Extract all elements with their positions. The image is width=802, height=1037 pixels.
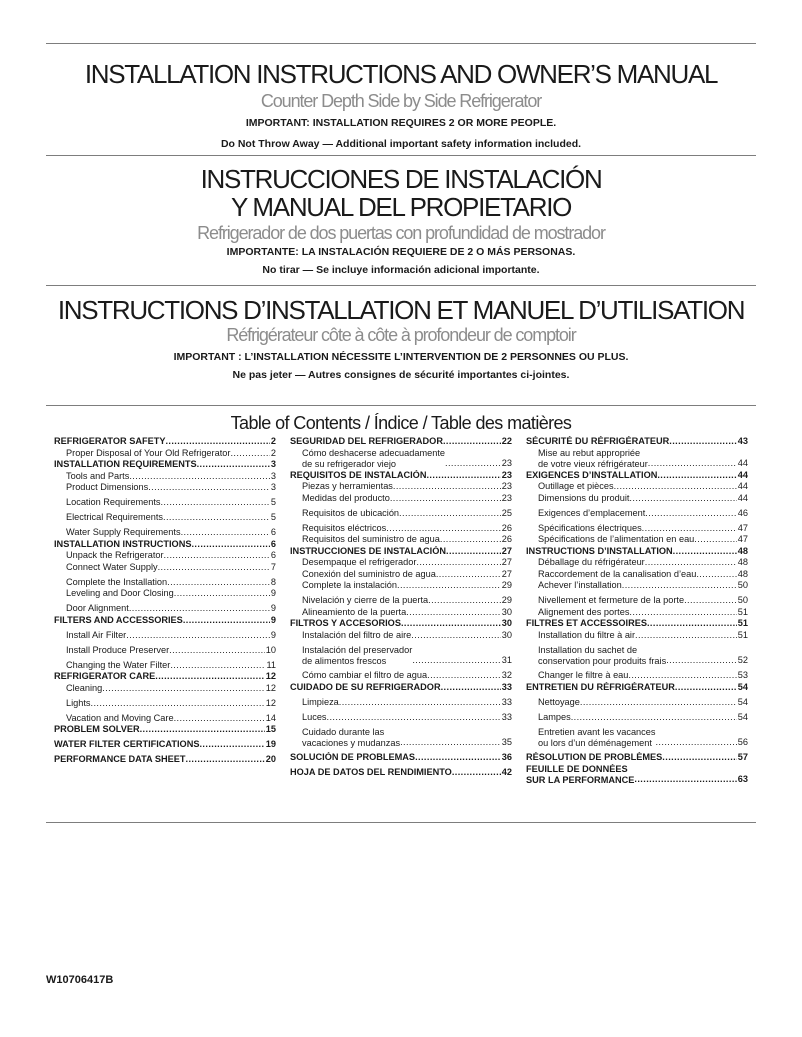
toc-entry[interactable]: Cómo deshacerse adecuadamente de su refrigerador viejo ..... 23	[290, 448, 512, 470]
toc-entry[interactable]: Outillage et pièces ..... 44	[526, 481, 748, 493]
french-important-note: IMPORTANT : L’INSTALLATION NÉCESSITE L’INTERVENTION DE 2 PERSONNES OU PLUS.	[173, 351, 629, 363]
spanish-important-note: IMPORTANTE: LA INSTALACIÓN REQUIERE DE 2 O MÁS PERSONAS.	[226, 246, 576, 258]
toc-entry[interactable]: Complete la instalación ..... 29	[290, 580, 512, 592]
toc-entry[interactable]: Requisitos del suministro de agua ..... 26	[290, 534, 512, 546]
toc-entry[interactable]: Achever l’installation ..... 50	[526, 580, 748, 592]
toc-entry[interactable]: PERFORMANCE DATA SHEET ..... 20	[54, 754, 276, 766]
toc-column-spanish	[290, 436, 512, 779]
toc-entry[interactable]: Instalación del preservador de alimentos frescos ..... 31	[290, 645, 512, 667]
toc-entry[interactable]: Spécifications de l’alimentation en eau ..... 47	[526, 534, 748, 546]
toc-entry[interactable]: Install Air Filter ..... 9	[54, 630, 276, 642]
toc-entry[interactable]: FILTROS Y ACCESORIOS ..... 30	[290, 618, 512, 630]
toc-entry[interactable]: Requisitos eléctricos ..... 26	[290, 523, 512, 535]
top-rule	[46, 43, 756, 44]
toc-entry[interactable]: PROBLEM SOLVER ..... 15	[54, 724, 276, 736]
document-number: W10706417B	[46, 974, 114, 986]
toc-entry[interactable]: Location Requirements ..... 5	[54, 497, 276, 509]
toc-entry[interactable]: Déballage du réfrigérateur ..... 48	[526, 557, 748, 569]
english-keep-note: Do Not Throw Away — Additional important safety information included.	[220, 138, 582, 150]
toc-entry[interactable]: ENTRETIEN DU RÉFRIGÉRATEUR ..... 54	[526, 682, 748, 694]
toc-entry[interactable]: Installation du filtre à air ..... 51	[526, 630, 748, 642]
toc-entry[interactable]: WATER FILTER CERTIFICATIONS ..... 19	[54, 739, 276, 751]
toc-entry[interactable]: Nivellement et fermeture de la porte ..... 50	[526, 595, 748, 607]
english-header	[46, 60, 756, 153]
toc-entry[interactable]: INSTALLATION INSTRUCTIONS ..... 6	[54, 539, 276, 551]
spanish-header	[46, 165, 756, 279]
toc-entry[interactable]: Alignement des portes ..... 51	[526, 607, 748, 619]
toc-entry[interactable]: FILTRES ET ACCESSOIRES ..... 51	[526, 618, 748, 630]
english-title: INSTALLATION INSTRUCTIONS AND OWNER’S MANUAL	[84, 59, 718, 89]
toc-entry[interactable]: REFRIGERATOR CARE ..... 12	[54, 671, 276, 683]
toc-entry[interactable]: Electrical Requirements ..... 5	[54, 512, 276, 524]
toc-entry[interactable]: Lights ..... 12	[54, 698, 276, 710]
toc-entry[interactable]: FILTERS AND ACCESSORIES ..... 9	[54, 615, 276, 627]
toc-entry[interactable]: Leveling and Door Closing ..... 9	[54, 588, 276, 600]
spanish-title-line2: Y MANUAL DEL PROPIETARIO	[230, 192, 572, 222]
french-title: INSTRUCTIONS D’INSTALLATION ET MANUEL D’UTILISATION	[57, 295, 745, 325]
toc-entry[interactable]: Luces ..... 33	[290, 712, 512, 724]
toc-entry[interactable]: Changing the Water Filter ..... 11	[54, 660, 276, 672]
toc-entry[interactable]: Cómo cambiar el filtro de agua ..... 32	[290, 670, 512, 682]
spanish-subtitle: Refrigerador de dos puertas con profundidad de mostrador	[197, 223, 605, 243]
toc-entry[interactable]: Connect Water Supply ..... 7	[54, 562, 276, 574]
toc-entry[interactable]: Dimensions du produit ..... 44	[526, 493, 748, 505]
toc-entry[interactable]: INSTRUCCIONES DE INSTALACIÓN ..... 27	[290, 546, 512, 558]
toc-entry[interactable]: Complete the Installation ..... 8	[54, 577, 276, 589]
toc-entry[interactable]: Install Produce Preserver ..... 10	[54, 645, 276, 657]
toc-entry[interactable]: Unpack the Refrigerator ..... 6	[54, 550, 276, 562]
toc-entry[interactable]: FEUILLE DE DONNÉES SUR LA PERFORMANCE ..... 63	[526, 764, 748, 786]
toc-column-english	[54, 436, 276, 766]
toc-entry[interactable]: Proper Disposal of Your Old Refrigerator ..... 2	[54, 448, 276, 460]
toc-entry[interactable]: Raccordement de la canalisation d’eau ..... 48	[526, 569, 748, 581]
divider-rule-2	[46, 285, 756, 286]
toc-entry[interactable]: Nettoyage ..... 54	[526, 697, 748, 709]
toc-entry[interactable]: EXIGENCES D’INSTALLATION ..... 44	[526, 470, 748, 482]
toc-entry[interactable]: Product Dimensions ..... 3	[54, 482, 276, 494]
toc-entry[interactable]: Alineamiento de la puerta ..... 30	[290, 607, 512, 619]
toc-entry[interactable]: Tools and Parts ..... 3	[54, 471, 276, 483]
toc-entry[interactable]: Conexión del suministro de agua ..... 27	[290, 569, 512, 581]
divider-rule-3	[46, 405, 756, 406]
toc-entry[interactable]: Spécifications électriques ..... 47	[526, 523, 748, 535]
toc-entry[interactable]: REFRIGERATOR SAFETY ..... 2	[54, 436, 276, 448]
toc-entry[interactable]: Changer le filtre à eau ..... 53	[526, 670, 748, 682]
toc-entry[interactable]: Limpieza ..... 33	[290, 697, 512, 709]
spanish-keep-note: No tirar — Se incluye información adicional importante.	[262, 264, 540, 276]
toc-entry[interactable]: INSTALLATION REQUIREMENTS ..... 3	[54, 459, 276, 471]
toc-entry[interactable]: INSTRUCTIONS D’INSTALLATION ..... 48	[526, 546, 748, 558]
toc-entry[interactable]: Water Supply Requirements ..... 6	[54, 527, 276, 539]
english-important-note: IMPORTANT: INSTALLATION REQUIRES 2 OR MORE PEOPLE.	[245, 117, 557, 129]
toc-entry[interactable]: Entretien avant les vacances ou lors d’un déménagement ..... 56	[526, 727, 748, 749]
toc-entry[interactable]: Cleaning ..... 12	[54, 683, 276, 695]
toc-entry[interactable]: SÉCURITÉ DU RÉFRIGÉRATEUR ..... 43	[526, 436, 748, 448]
toc-column-french	[526, 436, 748, 786]
divider-rule-1	[46, 155, 756, 156]
toc-entry[interactable]: Lampes ..... 54	[526, 712, 748, 724]
french-keep-note: Ne pas jeter — Autres consignes de sécurité importantes ci-jointes.	[232, 369, 570, 381]
toc-entry[interactable]: Requisitos de ubicación ..... 25	[290, 508, 512, 520]
toc-entry[interactable]: Instalación del filtro de aire ..... 30	[290, 630, 512, 642]
french-header	[46, 296, 756, 384]
french-subtitle: Réfrigérateur côte à côte à profondeur de comptoir	[226, 325, 576, 345]
toc-entry[interactable]: CUIDADO DE SU REFRIGERADOR ..... 33	[290, 682, 512, 694]
toc-entry[interactable]: Piezas y herramientas ..... 23	[290, 481, 512, 493]
toc-entry[interactable]: Cuidado durante las vacaciones y mudanzas ..... 35	[290, 727, 512, 749]
toc-entry[interactable]: Nivelación y cierre de la puerta ..... 29	[290, 595, 512, 607]
english-subtitle: Counter Depth Side by Side Refrigerator	[260, 91, 542, 111]
toc-entry[interactable]: SEGURIDAD DEL REFRIGERADOR ..... 22	[290, 436, 512, 448]
toc-entry[interactable]: Vacation and Moving Care ..... 14	[54, 713, 276, 725]
toc-entry[interactable]: RÉSOLUTION DE PROBLÈMES ..... 57	[526, 752, 748, 764]
toc-entry[interactable]: Installation du sachet de conservation pour produits frais ..... 52	[526, 645, 748, 667]
toc-entry[interactable]: Door Alignment ..... 9	[54, 603, 276, 615]
toc-entry[interactable]: Mise au rebut appropriée de votre vieux réfrigérateur ..... 44	[526, 448, 748, 470]
toc-title: Table of Contents / Índice / Table des matières	[230, 413, 572, 433]
toc-entry[interactable]: HOJA DE DATOS DEL RENDIMIENTO ..... 42	[290, 767, 512, 779]
spanish-title-line1: INSTRUCCIONES DE INSTALACIÓN	[200, 164, 602, 194]
toc-entry[interactable]: Medidas del producto ..... 23	[290, 493, 512, 505]
toc-entry[interactable]: REQUISITOS DE INSTALACIÓN ..... 23	[290, 470, 512, 482]
toc-entry[interactable]: Desempaque el refrigerador ..... 27	[290, 557, 512, 569]
toc-entry[interactable]: Exigences d’emplacement ..... 46	[526, 508, 748, 520]
toc-entry[interactable]: SOLUCIÓN DE PROBLEMAS ..... 36	[290, 752, 512, 764]
bottom-rule	[46, 822, 756, 823]
